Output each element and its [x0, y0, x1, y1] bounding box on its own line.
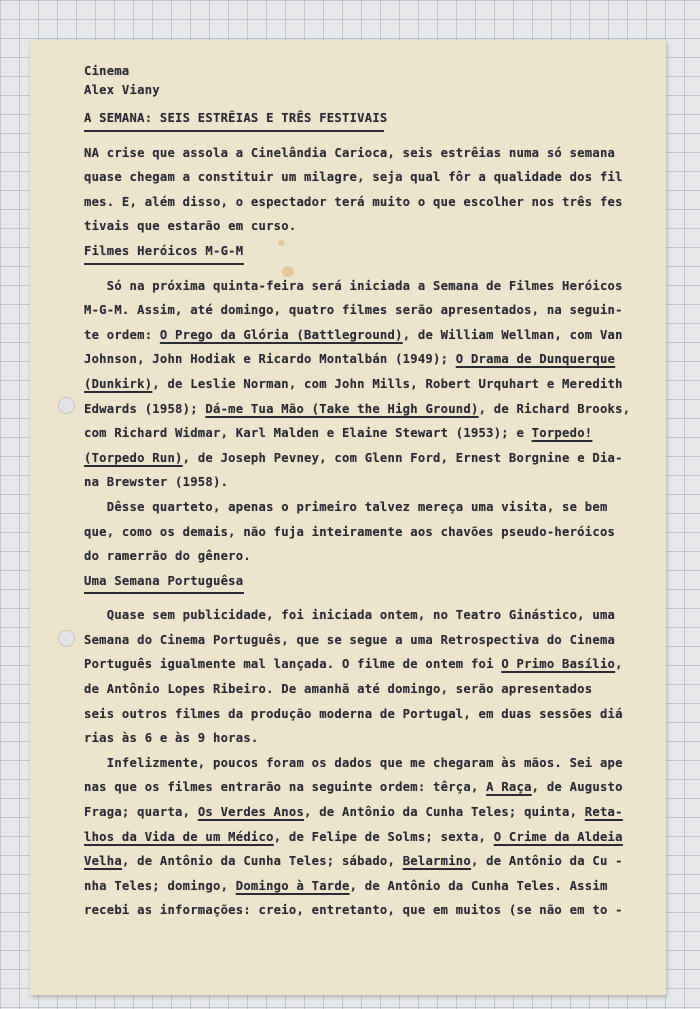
document-body — [84, 62, 631, 923]
film-title: A Raça — [486, 780, 532, 795]
paragraph-line — [84, 775, 624, 800]
paragraph-line: seis outros filmes da produção moderna de Portugal, em duas sessões diá — [84, 706, 623, 721]
punch-hole-bottom — [58, 630, 75, 647]
paragraph-line: Dêsse quarteto, apenas o primeiro talvez mereça uma visita, se bem — [84, 499, 608, 514]
paragraph-line — [84, 323, 624, 348]
text-run: , de Antônio da Cu - — [470, 854, 623, 869]
paragraph-line — [84, 800, 624, 825]
paragraph-line — [84, 849, 624, 874]
film-title: lhos da Vida de um Médico — [84, 829, 274, 844]
paragraph-line — [84, 372, 624, 397]
paragraph-line: recebi as informações: creio, entretanto, que em muitos (se não em to - — [84, 903, 623, 918]
paragraph-line: Infelizmente, poucos foram os dados que me chegaram às mãos. Sei ape — [84, 755, 623, 770]
paragraph-line: rias às 6 e às 9 horas. — [84, 731, 259, 746]
paragraph-line — [84, 397, 631, 422]
text-run: , de Antônio da Cunha Teles; sábado, — [121, 854, 403, 869]
text-run: Edwards (1958); — [84, 401, 206, 416]
paragraph-line: de Antônio Lopes Ribeiro. De amanhã até domingo, serão apresentados — [84, 682, 593, 697]
film-title: O Prego da Glória (Battleground) — [159, 327, 403, 342]
section-heading-portuguesa: Uma Semana Portuguêsa — [84, 573, 244, 588]
text-run: , de Antônio da Cunha Teles. Assim — [349, 878, 608, 893]
text-run: , de Augusto — [531, 780, 623, 795]
paragraph-line: do ramerrão do gênero. — [84, 549, 251, 564]
text-run: nas que os filmes entrarão na seguinte ordem: têrça, — [84, 780, 487, 795]
film-title: Belarmino — [402, 854, 471, 869]
film-title: O Primo Basílio — [501, 657, 616, 672]
text-run: Fraga; quarta, — [84, 805, 198, 820]
punch-hole-top — [58, 397, 75, 414]
paragraph-line — [84, 446, 624, 471]
text-run: Johnson, John Hodiak e Ricardo Montalbán (1949); — [84, 352, 456, 367]
intro-line: NA crise que assola a Cinelândia Carioca, seis estrêias numa só semana — [84, 145, 616, 160]
section-heading-mgm: Filmes Heróicos M-G-M — [84, 243, 244, 258]
paragraph-line: Só na próxima quinta-feira será iniciada a Semana de Filmes Heróicos — [84, 278, 623, 293]
intro-line: mes. E, além disso, o espectador terá muito o que escolher nos três fes — [84, 194, 623, 209]
text-run: , de Richard Brooks, — [478, 401, 631, 416]
section-label: Cinema — [84, 64, 130, 78]
film-title: (Torpedo Run) — [84, 450, 183, 465]
film-title: O Crime da Aldeia — [493, 829, 623, 844]
text-run: , de Antônio da Cunha Teles; quinta, — [304, 805, 585, 820]
paragraph-line — [84, 347, 624, 372]
intro-line: quase chegam a constituir um milagre, seja qual fôr a qualidade dos fil — [84, 170, 623, 185]
text-run: , — [615, 657, 623, 672]
paragraph-line — [84, 874, 624, 899]
author-name: Alex Viany — [84, 83, 160, 97]
paragraph-line: que, como os demais, não fuja inteiramente aos chavões pseudo-heróicos — [84, 524, 616, 539]
paragraph-line: Semana do Cinema Português, que se segue a uma Retrospectiva do Cinema — [84, 632, 616, 647]
paragraph-line: M-G-M. Assim, até domingo, quatro filmes serão apresentados, na seguin- — [84, 303, 623, 318]
text-run: com Richard Widmar, Karl Malden e Elaine Stewart (1953); e — [84, 426, 532, 441]
film-title: (Dunkirk) — [84, 376, 153, 391]
film-title: Reta- — [584, 805, 623, 820]
paragraph-line — [84, 421, 624, 446]
paragraph-line — [84, 652, 624, 677]
text-run: , de Felipe de Solms; sexta, — [273, 829, 494, 844]
paragraph-line — [84, 825, 624, 850]
text-run: te ordem: — [84, 327, 160, 342]
text-run: , de William Wellman, com Van — [402, 327, 623, 342]
film-title: Domingo à Tarde — [235, 878, 350, 893]
film-title: Velha — [84, 854, 122, 869]
typewritten-page — [30, 40, 666, 995]
film-title: Os Verdes Anos — [197, 805, 305, 820]
intro-line: tivais que estarão em curso. — [84, 219, 297, 234]
text-run: Português igualmente mal lançada. O filme de ontem foi — [84, 657, 502, 672]
text-run: , de Joseph Pevney, com Glenn Ford, Ernest Borgnine e Dia- — [182, 450, 623, 465]
paragraph-line: na Brewster (1958). — [84, 475, 229, 490]
text-run: nha Teles; domingo, — [84, 878, 236, 893]
paragraph-line: Quase sem publicidade, foi iniciada ontem, no Teatro Ginástico, uma — [84, 608, 616, 623]
film-title: Dá-me Tua Mão (Take the High Ground) — [205, 401, 479, 416]
article-title: A SEMANA: SEIS ESTRÊIAS E TRÊS FESTIVAIS — [84, 111, 388, 125]
film-title: O Drama de Dunquerque — [455, 352, 616, 367]
film-title: Torpedo! — [531, 426, 593, 441]
text-run: , de Leslie Norman, com John Mills, Robert Urquhart e Meredith — [152, 376, 623, 391]
